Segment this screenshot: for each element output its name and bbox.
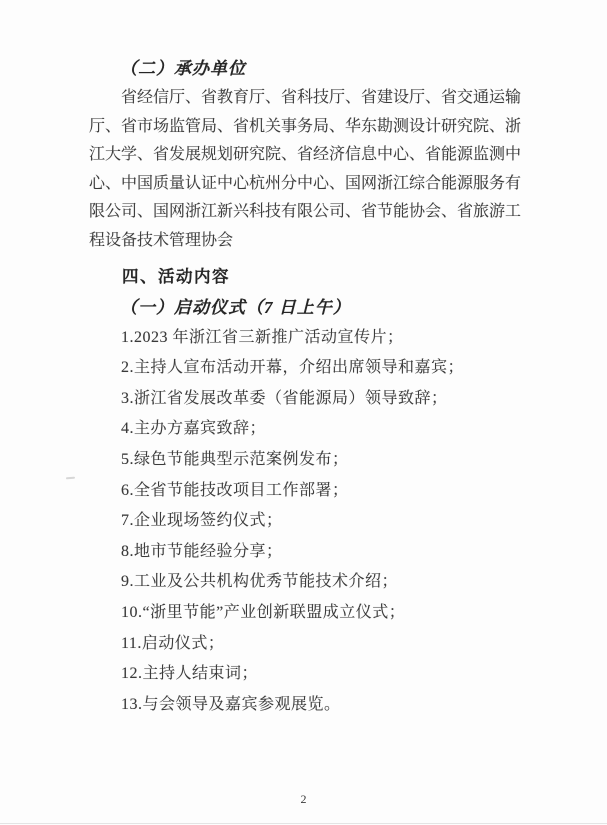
heading-organizers: （二）承办单位 <box>120 59 246 78</box>
agenda-item: 11.启动仪式； <box>121 634 225 652</box>
agenda-item: 10.“浙里节能”产业创新联盟成立仪式； <box>121 603 406 621</box>
organizers-paragraph: 省经信厅、省教育厅、省科技厅、省建设厅、省交通运输厅、省市场监管局、省机关事务局、华东勘测设计研究院、浙江大学、省发展规划研究院、省经济信息中心、省能源监测中心、中国质量认证中心杭州分中心、国网浙江综合能源服务有限公司、国网浙江新兴科技有限公司、省节能协会、省旅游工程设备技术管理协会 <box>89 89 522 249</box>
heading-launch-ceremony: （一）启动仪式（7 日上午） <box>120 297 351 317</box>
agenda-item: 2.主持人宣布活动开幕，介绍出席领导和嘉宾； <box>121 359 465 377</box>
page-number: 2 <box>300 792 307 806</box>
agenda-item: 9.工业及公共机构优秀节能技术介绍； <box>121 573 399 591</box>
agenda-item: 1.2023 年浙江省三新推广活动宣传片； <box>121 328 404 346</box>
agenda-item: 3.浙江省发展改革委（省能源局）领导致辞； <box>121 389 448 407</box>
agenda-item: 6.全省节能技改项目工作部署； <box>121 481 349 499</box>
agenda-item: 5.绿色节能典型示范案例发布； <box>121 450 349 468</box>
agenda-item: 4.主办方嘉宾致辞； <box>121 420 267 438</box>
agenda-list <box>89 323 521 721</box>
heading-activity-content: 四、活动内容 <box>122 267 230 286</box>
page-edge-shadow <box>0 823 607 824</box>
agenda-item: 12.主持人结束词； <box>121 665 259 683</box>
agenda-item: 8.地市节能经验分享； <box>121 542 283 560</box>
agenda-item: 13.与会领导及嘉宾参观展览。 <box>121 695 341 713</box>
scan-artifact-dash <box>66 477 75 480</box>
document-content <box>89 53 521 720</box>
agenda-item: 7.企业现场签约仪式； <box>121 512 283 530</box>
